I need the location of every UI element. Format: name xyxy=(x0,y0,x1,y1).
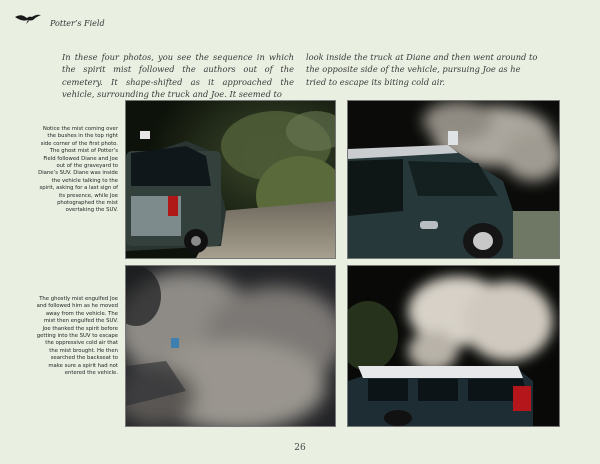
intro-text-column-1: In these four photos, you see the sequence in which the spirit mist followed the authors out of the cemetery. It shape-shifted as it approached the vehicle, surrounding the truck and Joe. It seemed to xyxy=(62,52,294,100)
photo-mist-over-suv xyxy=(347,100,560,259)
running-title: Potter’s Field xyxy=(50,19,105,28)
intro-text-column-2: look inside the truck at Diane and then went around to the opposite side of the vehicle, pursuing Joe as he tried to escape its biting cold air. xyxy=(306,52,538,87)
caption-third-photo: The ghostly mist engulfed Joe and followed him as he moved away from the vehicle. The mist then engulfed the SUV. Joe thanked the spirit before getting into the SUV to escape the oppressive cold air that the mist brought. He then searched the backseat to make sure a spirit had not entered the vehicle. xyxy=(36,296,118,377)
page-number: 26 xyxy=(294,443,306,453)
photo-mist-engulfing-scene xyxy=(125,265,336,427)
caption-first-photo: Notice the mist coming over the bushes in the top right side corner of the first photo. The ghost mist of Potter’s Field followed Diane and Joe out of the graveyard to Diane’s SUV. Diane was inside the vehicle talking to the spirit, asking for a last sign of its presence, while Joe photographed the mist overtaking the SUV. xyxy=(38,126,118,214)
photo-suv-parked xyxy=(125,100,336,259)
flying-bird-icon xyxy=(14,12,42,26)
photo-mist-rising-behind-suv xyxy=(347,265,560,427)
